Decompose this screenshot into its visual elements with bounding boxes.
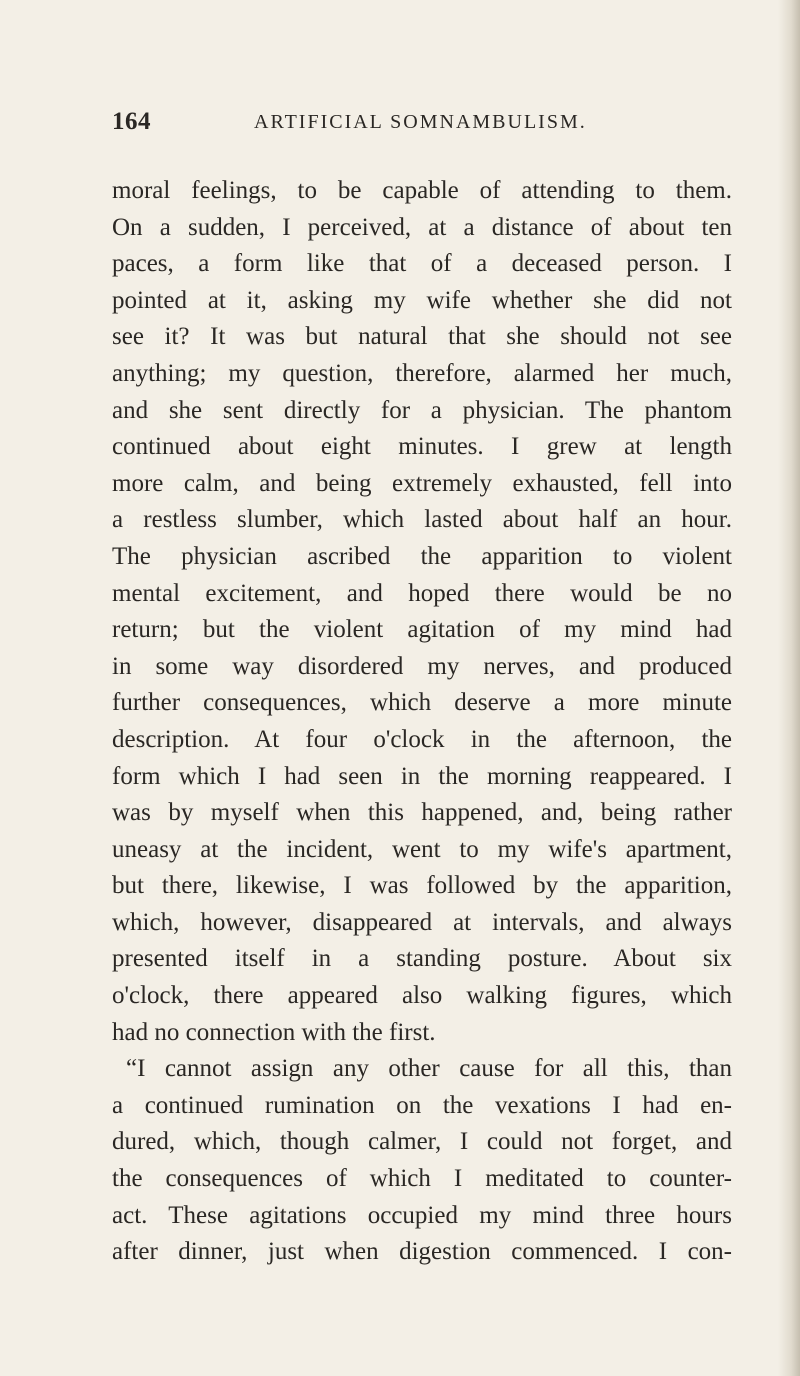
body-text — [112, 173, 732, 1271]
text-line: “I cannot assign any other cause for all this, than — [126, 1055, 732, 1083]
text-line: form which I had seen in the morning reappeared. I — [112, 762, 732, 790]
text-line: was by myself when this happened, and, being rather — [112, 799, 732, 827]
text-line: which, however, disappeared at intervals, and always — [112, 908, 732, 936]
text-line: a continued rumination on the vexations I had en- — [112, 1091, 732, 1119]
text-line: in some way disordered my nerves, and produced — [112, 652, 732, 680]
text-line: anything; my question, therefore, alarmed her much, — [112, 359, 732, 387]
text-line: had no connection with the first. — [112, 1018, 436, 1046]
text-line: but there, likewise, I was followed by the apparition, — [112, 872, 732, 900]
text-line: pointed at it, asking my wife whether she did not — [112, 286, 732, 314]
text-line: mental excitement, and hoped there would be no — [112, 579, 732, 607]
text-line: return; but the violent agitation of my mind had — [112, 616, 732, 644]
text-line: act. These agitations occupied my mind three hours — [112, 1201, 732, 1229]
text-line: after dinner, just when digestion commenced. I con- — [112, 1238, 732, 1266]
text-line: On a sudden, I perceived, at a distance of about ten — [112, 213, 732, 241]
text-line: paces, a form like that of a deceased person. I — [112, 250, 732, 278]
text-line: and she sent directly for a physician. The phantom — [112, 396, 732, 424]
text-line: uneasy at the incident, went to my wife's apartment, — [112, 835, 732, 863]
text-line: o'clock, there appeared also walking figures, which — [112, 982, 732, 1010]
text-line: presented itself in a standing posture. About six — [112, 945, 732, 973]
text-line: The physician ascribed the apparition to violent — [112, 542, 732, 570]
text-line: description. At four o'clock in the afternoon, the — [112, 725, 732, 753]
page-edge-shadow — [778, 0, 800, 1376]
page-header — [112, 108, 732, 148]
text-line: continued about eight minutes. I grew at length — [112, 433, 732, 461]
text-line: the consequences of which I meditated to counter- — [112, 1165, 732, 1193]
page-number: 164 — [112, 108, 151, 135]
text-line: further consequences, which deserve a more minute — [112, 689, 732, 717]
running-head: ARTIFICIAL SOMNAMBULISM. — [254, 111, 587, 133]
text-line: a restless slumber, which lasted about half an hour. — [112, 506, 732, 534]
text-line: more calm, and being extremely exhausted, fell into — [112, 469, 732, 497]
text-line: dured, which, though calmer, I could not forget, and — [112, 1128, 732, 1156]
text-line: see it? It was but natural that she should not see — [112, 323, 732, 351]
text-line: moral feelings, to be capable of attending to them. — [112, 177, 732, 204]
